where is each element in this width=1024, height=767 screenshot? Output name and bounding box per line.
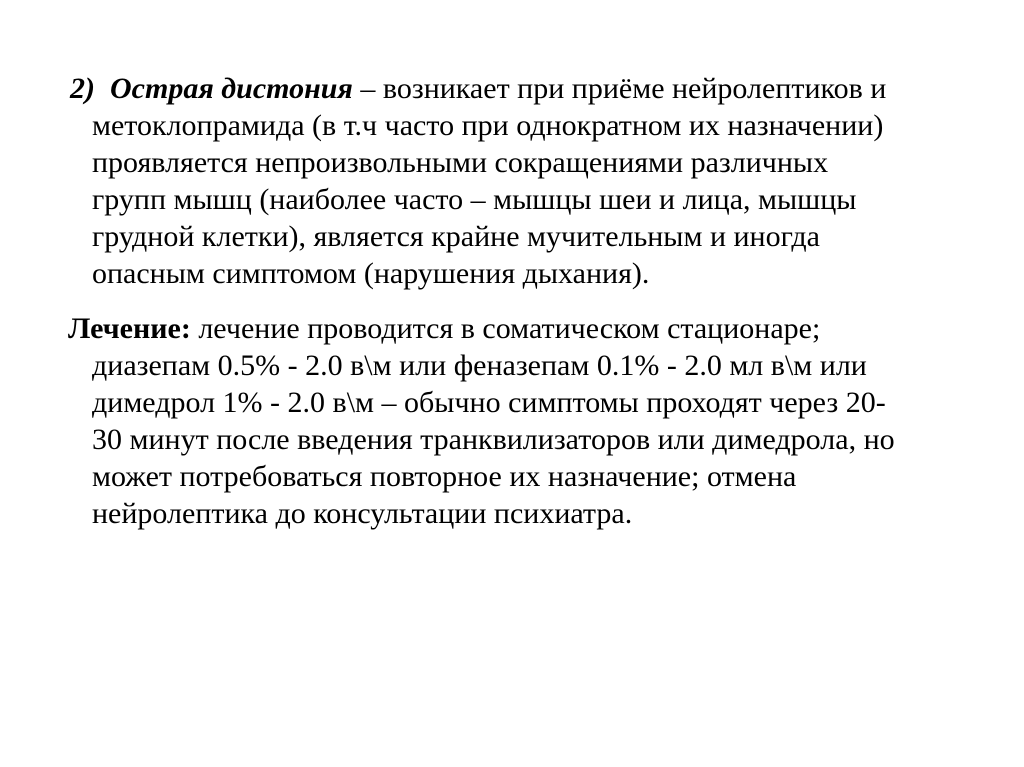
dystonia-line-5: грудной клетки), является крайне мучительным и иногда xyxy=(92,220,820,253)
treatment-line-4: 30 минут после введения транквилизаторов или димедрола, но xyxy=(92,423,895,456)
treatment-line-1 xyxy=(68,310,1018,347)
dystonia-line-3: проявляется непроизвольными сокращениями различных xyxy=(92,146,829,179)
dystonia-term: Острая дистония xyxy=(110,72,353,105)
treatment-label: Лечение: xyxy=(68,312,191,345)
treatment-line-3: димедрол 1% - 2.0 в\м – обычно симптомы проходят через 20- xyxy=(92,386,886,419)
treatment-paragraph xyxy=(68,310,1018,532)
dystonia-line-4: групп мышц (наиболее часто – мышцы шеи и лица, мышцы xyxy=(92,183,857,216)
treatment-line-2: диазепам 0.5% - 2.0 в\м или феназепам 0.1% - 2.0 мл в\м или xyxy=(92,349,867,382)
dystonia-line-6: опасным симптомом (нарушения дыхания). xyxy=(92,257,650,290)
item-number: 2) xyxy=(70,72,95,105)
treatment-line-6: нейролептика до консультации психиатра. xyxy=(92,497,633,530)
dystonia-paragraph xyxy=(68,70,1018,292)
dystonia-line-1 xyxy=(68,70,1018,107)
dystonia-lead-text: – возникает при приёме нейролептиков и xyxy=(352,72,887,105)
treatment-lead-text: лечение проводится в соматическом стационаре; xyxy=(190,312,821,345)
treatment-line-5: может потребоваться повторное их назначение; отмена xyxy=(92,460,797,493)
dystonia-line-2: метоклопрамида (в т.ч часто при однократном их назначении) xyxy=(92,109,884,142)
